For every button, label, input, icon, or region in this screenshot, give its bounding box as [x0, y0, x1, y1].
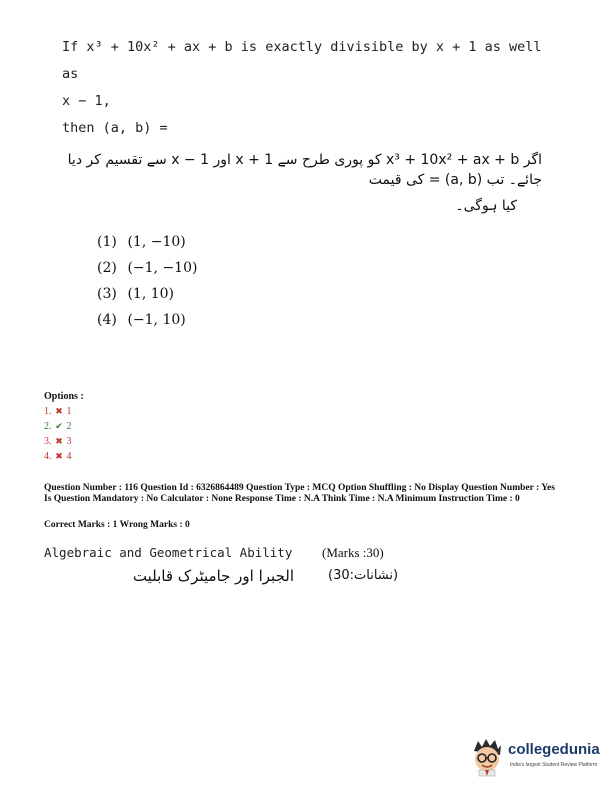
choice-number: (1) [97, 234, 117, 250]
option-value: 1 [66, 406, 72, 417]
cross-icon: ✖ [55, 406, 63, 416]
check-icon: ✔ [55, 421, 63, 431]
section-marks-urdu: (نشانات:30) [328, 568, 399, 583]
cross-icon: ✖ [55, 436, 63, 446]
question-metadata: Question Number : 116 Question Id : 6326864489 Question Type : MCQ Option Shuffling : No Display Question Number : Yes Is Question Mandatory : No Calculator : None Response Time : N.A Think Time : N.A Minimum Instruction Time : 0 [44, 483, 555, 504]
section-marks-english: (Marks :30) [322, 545, 384, 560]
question-marks: Correct Marks : 1 Wrong Marks : 0 [44, 520, 190, 530]
option-label: 2. [44, 421, 52, 432]
choice-4 [97, 310, 197, 336]
option-label: 4. [44, 451, 52, 462]
option-value: 4 [66, 451, 72, 462]
choice-2 [97, 258, 197, 284]
options-header: Options : [44, 391, 84, 402]
options-list [44, 390, 84, 464]
logo-tagline: India's largest Student Review Platform [510, 762, 598, 768]
choice-text: (−1, −10) [127, 260, 198, 276]
option-label: 1. [44, 406, 52, 417]
collegedunia-logo [468, 737, 608, 779]
option-value: 3 [66, 436, 72, 447]
choice-text: (1, −10) [127, 234, 186, 250]
logo-name: collegedunia [508, 741, 600, 758]
question-line-2: x − 1, [62, 93, 111, 109]
option-2 [44, 419, 84, 434]
choice-3 [97, 284, 197, 310]
choice-number: (3) [97, 286, 117, 302]
option-3 [44, 434, 84, 449]
question-urdu-line-2: کیا ہوگی۔ [455, 198, 517, 214]
option-value: 2 [66, 421, 72, 432]
option-1 [44, 404, 84, 419]
cross-icon: ✖ [55, 451, 63, 461]
option-label: 3. [44, 436, 52, 447]
question-english [62, 34, 562, 142]
choice-1 [97, 232, 197, 258]
section-title-urdu: الجبرا اور جامیٹرک قابلیت [132, 567, 294, 585]
answer-choices [97, 232, 197, 336]
question-line-3: then (a, b) = [62, 120, 168, 136]
section-header [44, 545, 564, 585]
choice-number: (4) [97, 312, 117, 328]
choice-number: (2) [97, 260, 117, 276]
section-title-english: Algebraic and Geometrical Ability [44, 545, 293, 560]
question-urdu-line-1: اگر x³ + 10x² + ax + b کو پوری طرح سے x + 1 اور x − 1 سے تقسیم کر دیا جائے۔ تب (a, b) = کی قیمت [67, 152, 542, 188]
question-line-1: If x³ + 10x² + ax + b is exactly divisible by x + 1 as well as [62, 39, 542, 82]
choice-text: (−1, 10) [127, 312, 186, 328]
choice-text: (1, 10) [127, 286, 174, 302]
option-4 [44, 449, 84, 464]
mascot-icon [468, 737, 506, 777]
